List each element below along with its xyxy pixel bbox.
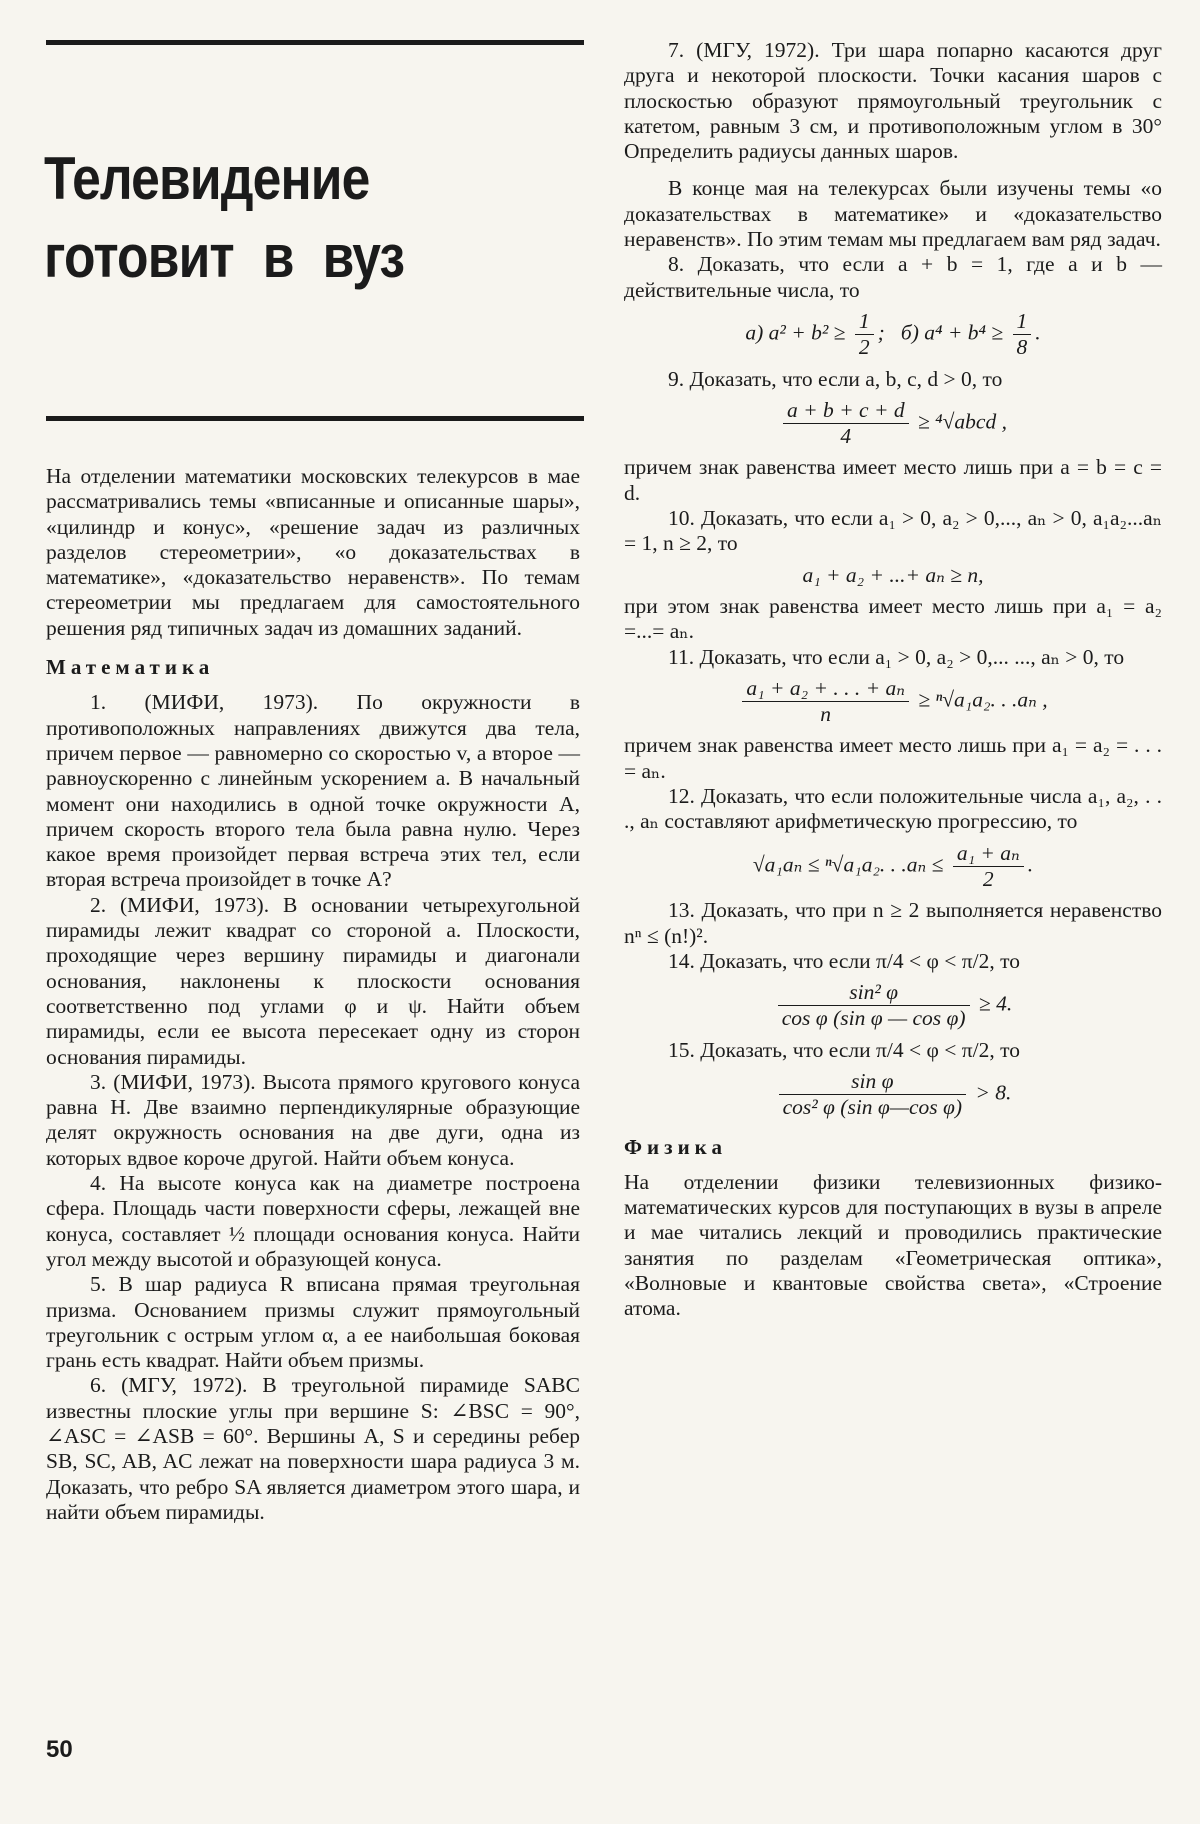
problem-9: 9. Доказать, что если a, b, c, d > 0, то <box>668 366 1003 391</box>
title-line-1: Телевидение <box>44 145 370 212</box>
p8-part-a: а) a² + b² ≥ <box>745 320 846 345</box>
bottom-rule <box>46 416 584 421</box>
problem-9-tail: причем знак равенства имеет место лишь при a = b = c = d. <box>624 455 1162 505</box>
p9-fraction: $\frac{a + b + c + d}{4}$ <box>783 398 909 450</box>
problem-12: 12. Доказать, что если положительные числа a₁, a₂, . . ., aₙ составляют арифметическую прогрессию, то <box>624 784 1162 834</box>
page-title <box>44 140 404 296</box>
problem-8-formula: а) a² + b² ≥ $\frac{1}{2}$ ; б) a⁴ + b⁴ ≥ $\frac{1}{8}$ . <box>745 308 1041 360</box>
p14-fraction: $\frac{\text{sin² φ}}{\text{cos φ (sin φ — cos φ)}}$ <box>778 980 970 1032</box>
problem-8: 8. Доказать, что если a + b = 1, где a и b — действительные числа, то <box>624 252 1162 302</box>
fraction-eighth: $\frac{1}{8}$ <box>1013 309 1032 361</box>
p12-lhs: √a₁aₙ ≤ ⁿ√a₁a₂. . .aₙ ≤ <box>752 852 944 877</box>
top-rule <box>46 40 584 45</box>
section-heading-math: Математика <box>46 655 215 680</box>
p11-fraction: $\frac{\text{a₁ + a₂ + . . . + aₙ}}{n}$ <box>742 676 909 728</box>
fraction-half: $\frac{1}{2}$ <box>855 309 874 361</box>
p8-part-b: б) a⁴ + b⁴ ≥ <box>900 320 1004 345</box>
left-column <box>46 464 580 1525</box>
p12-fraction: $\frac{\text{a₁ + aₙ}}{2}$ <box>953 841 1024 893</box>
problem-6: 6. (МГУ, 1972). В треугольной пирамиде SABC известны плоские углы при вершине S: ∠BSC = 90°, ∠ASC = ∠ASB = 60°. Вершины A, S и середины ребер SB, SC, AB, AC лежат на поверхности шара радиуса 3 м. Доказать, что ребро SA является диаметром этого шара, и найти объем пирамиды. <box>46 1373 580 1524</box>
p15-fraction: $\frac{\text{sin φ}}{\text{cos² φ (sin φ—cos φ)}}$ <box>779 1069 966 1121</box>
end-of-may-paragraph: В конце мая на телекурсах были изучены темы «о доказательствах в математике» и «доказательство неравенств». По этим темам мы предлагаем вам ряд задач. <box>624 176 1162 252</box>
page-number: 50 <box>46 1736 73 1763</box>
problem-11-formula <box>624 676 1162 728</box>
problem-15-formula <box>624 1069 1162 1121</box>
title-line-2: готовит в вуз <box>44 223 405 290</box>
problem-14-formula <box>624 980 1162 1032</box>
p14-rhs: ≥ 4. <box>978 991 1013 1016</box>
section-heading-physics: Физика <box>624 1134 727 1159</box>
problem-12-formula: √a₁aₙ ≤ ⁿ√a₁a₂. . .aₙ ≤ $\frac{\text{a₁ + aₙ}}{2}$ . <box>752 840 1034 891</box>
problem-1: 1. (МИФИ, 1973). По окружности в противоположных направлениях движутся два тела, причем первое — равномерно со скоростью v, а второе — равноускоренно с линейным ускорением a. В начальный момент они находились в одной точке окружности A, причем скорость второго тела была равна нулю. Через какое время произойдет первая встреча этих тел, если вторая встреча произойдет в точке A? <box>46 690 580 892</box>
physics-paragraph: На отделении физики телевизионных физико-математических курсов для поступающих в вузы в апреле и мае читались лекций и проводились практические занятия по разделам «Геометрическая оптика», «Волновые и квантовые свойства света», «Строение атома. <box>624 1169 1162 1321</box>
problem-4: 4. На высоте конуса как на диаметре построена сфера. Площадь части поверхности сферы, лежащей вне конуса, составляет ½ площади основания конуса. Найти угол между высотой и образующей конуса. <box>46 1171 580 1271</box>
problem-11-tail: причем знак равенства имеет место лишь при a₁ = a₂ = . . . = aₙ. <box>624 733 1162 783</box>
problem-14: 14. Доказать, что если π/4 < φ < π/2, то <box>668 948 1020 973</box>
p15-rhs: > 8. <box>975 1080 1012 1105</box>
right-column <box>624 38 1162 1322</box>
problem-10-formula: a₁ + a₂ + ...+ aₙ ≥ n, <box>802 562 984 587</box>
problem-7: 7. (МГУ, 1972). Три шара попарно касаются друг друга и некоторой плоскости. Точки касания шаров с плоскостью образуют прямоугольный треугольник с катетом, равным 3 см, и противоположным углом в 30° Определить радиусы данных шаров. <box>624 38 1162 164</box>
problem-2: 2. (МИФИ, 1973). В основании четырехугольной пирамиды лежит квадрат со стороной a. Плоскости, проходящие через вершину пирамиды и диагонали основания, наклонены к плоскости основания соответственно под углами φ и ψ. Найти объем пирамиды, если ее высота пересекает одну из сторон основания пирамиды. <box>46 892 580 1069</box>
intro-paragraph: На отделении математики московских телекурсов в мае рассматривались темы «вписанные и описанные шары», «цилиндр и конус», «решение задач из различных разделов стереометрии», «о доказательствах в математике», «доказательство неравенств». По темам стереометрии мы предлагаем для самостоятельного решения ряд типичных задач из домашних заданий. <box>46 464 580 640</box>
problem-11: 11. Доказать, что если a₁ > 0, a₂ > 0,... ..., aₙ > 0, то <box>668 644 1125 669</box>
problem-3: 3. (МИФИ, 1973). Высота прямого кругового конуса равна H. Две взаимно перпендикулярные образующие делят окружность основания на две дуги, одна из которых вдвое короче другой. Найти объем конуса. <box>46 1069 580 1170</box>
problem-15: 15. Доказать, что если π/4 < φ < π/2, то <box>668 1037 1020 1062</box>
p11-rhs: ≥ ⁿ√a₁a₂. . .aₙ , <box>918 687 1048 712</box>
problem-13: 13. Доказать, что при n ≥ 2 выполняется неравенство nⁿ ≤ (n!)². <box>624 898 1162 948</box>
problem-9-formula <box>624 398 1162 450</box>
problem-10-tail: при этом знак равенства имеет место лишь при a₁ = a₂ =...= aₙ. <box>624 593 1162 644</box>
problem-10: 10. Доказать, что если a₁ > 0, a₂ > 0,..., aₙ > 0, a₁a₂...aₙ = 1, n ≥ 2, то <box>624 506 1162 556</box>
p9-rhs: ≥ ⁴√abcd , <box>917 409 1007 434</box>
problem-5: 5. В шар радиуса R вписана прямая треугольная призма. Основанием призмы служит прямоугольный треугольник с острым углом α, а ее наибольшая боковая грань есть квадрат. Найти объем призмы. <box>46 1272 580 1373</box>
